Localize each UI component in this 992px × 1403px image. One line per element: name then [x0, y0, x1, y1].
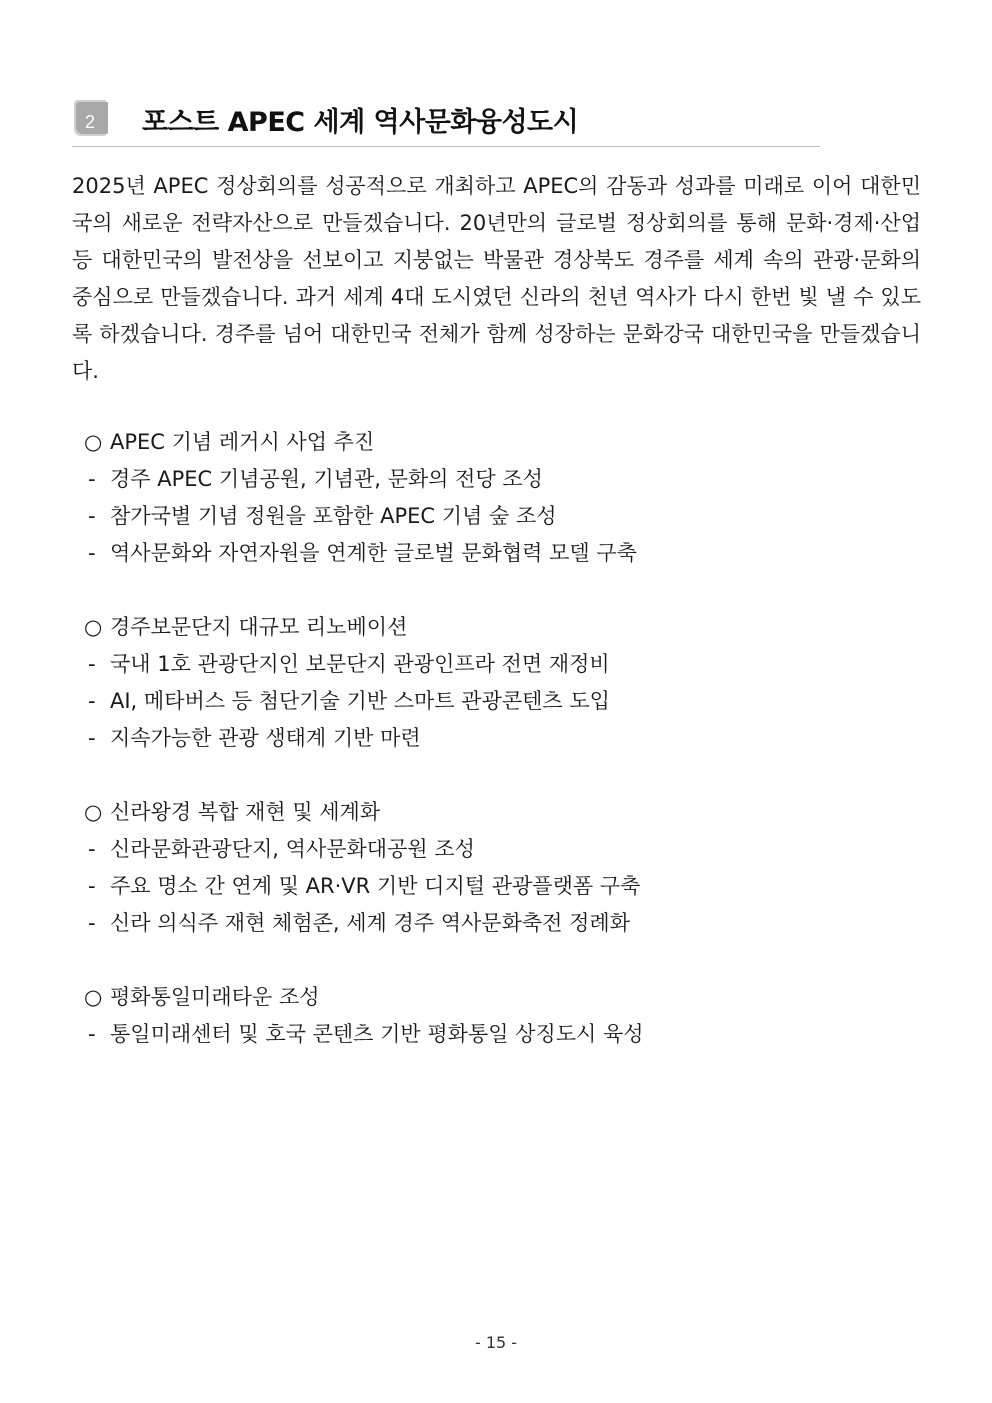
- policy-groups: [84, 424, 924, 1090]
- section-number: 2: [84, 112, 95, 132]
- list-item-text: AI, 메타버스 등 첨단기술 기반 스마트 관광콘텐츠 도입: [110, 689, 610, 713]
- dash-bullet-icon: -: [88, 504, 96, 528]
- dash-bullet-icon: -: [88, 652, 96, 676]
- policy-group: [84, 424, 924, 572]
- list-item-text: 지속가능한 관광 생태계 기반 마련: [110, 726, 421, 750]
- list-item-text: 참가국별 기념 정원을 포함한 APEC 기념 숲 조성: [110, 504, 557, 528]
- group-title: [84, 609, 924, 646]
- list-item: [84, 720, 924, 757]
- group-title: [84, 979, 924, 1016]
- circle-bullet-icon: ○: [84, 985, 103, 1009]
- list-item-text: 경주 APEC 기념공원, 기념관, 문화의 전당 조성: [110, 467, 543, 491]
- dash-bullet-icon: -: [88, 726, 96, 750]
- group-title: [84, 794, 924, 831]
- group-title: [84, 424, 924, 461]
- section-number-badge: [72, 98, 108, 138]
- list-item-text: 국내 1호 관광단지인 보문단지 관광인프라 전면 재정비: [110, 652, 610, 676]
- dash-bullet-icon: -: [88, 1022, 96, 1046]
- list-item: [84, 498, 924, 535]
- list-item: [84, 535, 924, 572]
- list-item-text: 주요 명소 간 연계 및 AR·VR 기반 디지털 관광플랫폼 구축: [110, 874, 641, 898]
- group-title-text: 평화통일미래타운 조성: [110, 985, 320, 1009]
- circle-bullet-icon: ○: [84, 615, 103, 639]
- list-item-text: 역사문화와 자연자원을 연계한 글로벌 문화협력 모델 구축: [110, 541, 637, 565]
- dash-bullet-icon: -: [88, 911, 96, 935]
- intro-paragraph: 2025년 APEC 정상회의를 성공적으로 개최하고 APEC의 감동과 성과를 미래로 이어 대한민국의 새로운 전략자산으로 만들겠습니다. 20년만의 글로벌 정상회의를 통해 문화·경제·산업 등 대한민국의 발전상을 선보이고 지붕없는 박물관 경상북도 경주를 세계 속의 관광·문화의 중심으로 만들겠습니다. 과거 세계 4대 도시였던 신라의 천년 역사가 다시 한번 빛 낼 수 있도록 하겠습니다. 경주를 넘어 대한민국 전체가 함께 성장하는 문화강국 대한민국을 만들겠습니다.: [72, 174, 921, 383]
- group-title-text: 신라왕경 복합 재현 및 세계화: [110, 800, 381, 824]
- dash-bullet-icon: -: [88, 467, 96, 491]
- list-item-text: 신라문화관광단지, 역사문화대공원 조성: [110, 837, 475, 861]
- section-header: [72, 94, 820, 147]
- list-item: [84, 905, 924, 942]
- page-number: - 15 -: [474, 1333, 518, 1352]
- dash-bullet-icon: -: [88, 689, 96, 713]
- policy-group: [84, 609, 924, 757]
- group-title-text: 경주보문단지 대규모 리노베이션: [110, 615, 408, 639]
- list-item: [84, 1016, 924, 1053]
- dash-bullet-icon: -: [88, 541, 96, 565]
- policy-group: [84, 979, 924, 1053]
- dash-bullet-icon: -: [88, 874, 96, 898]
- policy-group: [84, 794, 924, 942]
- list-item: [84, 831, 924, 868]
- list-item: [84, 461, 924, 498]
- circle-bullet-icon: ○: [84, 800, 103, 824]
- section-title: 포스트 APEC 세계 역사문화융성도시: [142, 107, 579, 138]
- group-title-text: APEC 기념 레거시 사업 추진: [110, 430, 375, 454]
- list-item-text: 통일미래센터 및 호국 콘텐츠 기반 평화통일 상징도시 육성: [110, 1022, 644, 1046]
- list-item-text: 신라 의식주 재현 체험존, 세계 경주 역사문화축전 정례화: [110, 911, 630, 935]
- list-item: [84, 683, 924, 720]
- circle-bullet-icon: ○: [84, 430, 103, 454]
- dash-bullet-icon: -: [88, 837, 96, 861]
- list-item: [84, 646, 924, 683]
- list-item: [84, 868, 924, 905]
